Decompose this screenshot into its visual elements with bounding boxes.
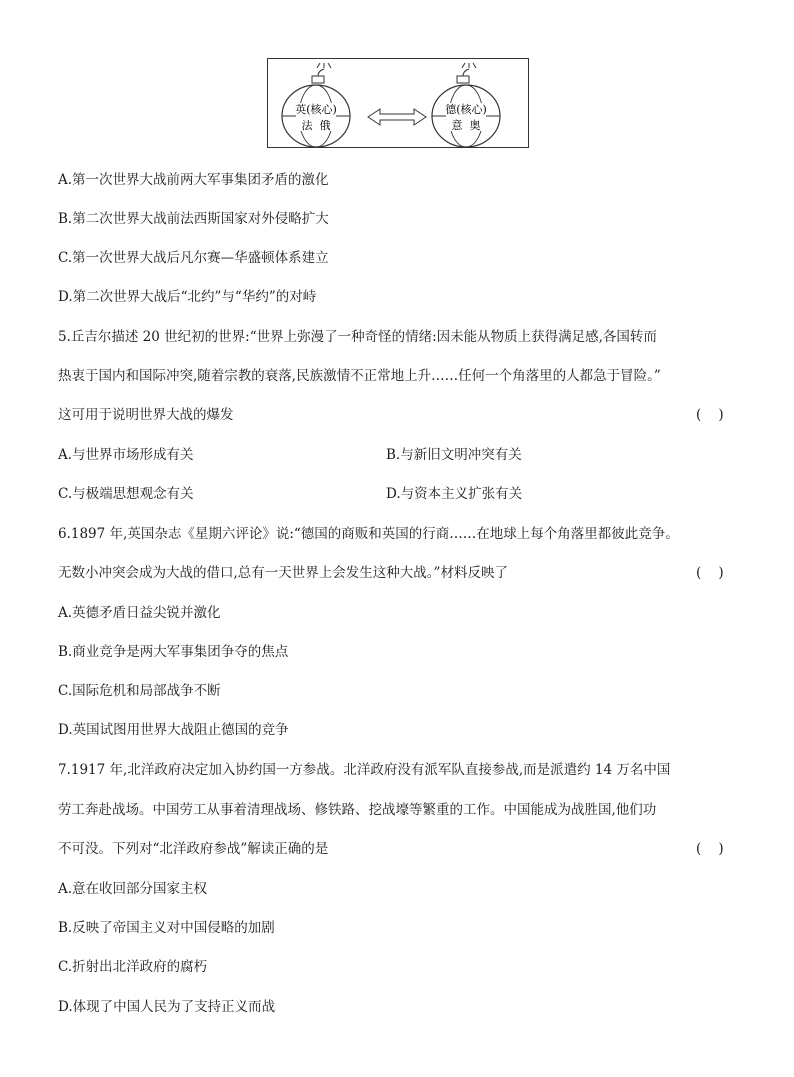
q5-option-b[interactable]: B.与新旧文明冲突有关 bbox=[386, 447, 522, 463]
alliance-diagram-svg bbox=[268, 59, 530, 149]
q6-answer-blank: ( ) bbox=[696, 565, 724, 581]
q7-answer-blank: ( ) bbox=[696, 841, 724, 857]
left-bomb-bottom-label: 法 俄 bbox=[301, 119, 331, 132]
q7-option-b[interactable]: B.反映了帝国主义对中国侵略的加剧 bbox=[58, 920, 275, 936]
q6-option-c[interactable]: C.国际危机和局部战争不断 bbox=[58, 683, 221, 699]
right-bomb-top-label: 德(核心) bbox=[445, 103, 487, 116]
q4-option-b[interactable]: B.第二次世界大战前法西斯国家对外侵略扩大 bbox=[58, 211, 329, 227]
double-arrow-icon bbox=[368, 109, 426, 125]
left-bomb-top-label: 英(核心) bbox=[295, 103, 337, 116]
alliance-diagram bbox=[267, 58, 529, 148]
q5-option-d[interactable]: D.与资本主义扩张有关 bbox=[386, 486, 523, 502]
q6-option-d[interactable]: D.英国试图用世界大战阻止德国的竞争 bbox=[58, 722, 289, 738]
q7-stem-line-1: 7.1917 年,北洋政府决定加入协约国一方参战。北洋政府没有派军队直接参战,而是派遣约 14 万名中国 bbox=[58, 762, 671, 778]
q5-stem-line-1: 5.丘吉尔描述 20 世纪初的世界:“世界上弥漫了一种奇怪的情绪:因未能从物质上获得满足感,各国转而 bbox=[58, 329, 657, 345]
right-bomb-bottom-label: 意 奥 bbox=[451, 119, 481, 132]
q6-option-a[interactable]: A.英德矛盾日益尖锐并激化 bbox=[58, 605, 221, 621]
q5-stem-line-3: 这可用于说明世界大战的爆发 bbox=[58, 407, 234, 423]
q7-option-c[interactable]: C.折射出北洋政府的腐朽 bbox=[58, 959, 208, 975]
q4-option-d[interactable]: D.第二次世界大战后“北约”与“华约”的对峙 bbox=[58, 289, 317, 305]
q6-stem-line-1: 6.1897 年,英国杂志《星期六评论》说:“德国的商贩和英国的行商……在地球上每个角落里都彼此竞争。 bbox=[58, 526, 679, 542]
q7-option-a[interactable]: A.意在收回部分国家主权 bbox=[58, 881, 208, 897]
q7-stem-line-3: 不可没。下列对“北洋政府参战”解读正确的是 bbox=[58, 841, 329, 857]
q5-option-c[interactable]: C.与极端思想观念有关 bbox=[58, 486, 194, 502]
q6-stem-line-2: 无数小冲突会成为大战的借口,总有一天世界上会发生这种大战。”材料反映了 bbox=[58, 565, 508, 581]
q7-stem-line-2: 劳工奔赴战场。中国劳工从事着清理战场、修铁路、挖战壕等繁重的工作。中国能成为战胜国,他们功 bbox=[58, 802, 657, 818]
q6-option-b[interactable]: B.商业竞争是两大军事集团争夺的焦点 bbox=[58, 644, 289, 660]
q5-stem-line-2: 热衷于国内和国际冲突,随着宗教的衰落,民族激情不正常地上升……任何一个角落里的人都急于冒险。” bbox=[58, 368, 661, 384]
q4-option-a[interactable]: A.第一次世界大战前两大军事集团矛盾的激化 bbox=[58, 172, 329, 188]
q7-option-d[interactable]: D.体现了中国人民为了支持正义而战 bbox=[58, 999, 276, 1015]
q4-option-c[interactable]: C.第一次世界大战后凡尔赛—华盛顿体系建立 bbox=[58, 250, 329, 266]
q5-option-a[interactable]: A.与世界市场形成有关 bbox=[58, 447, 194, 463]
q5-answer-blank: ( ) bbox=[696, 407, 724, 423]
